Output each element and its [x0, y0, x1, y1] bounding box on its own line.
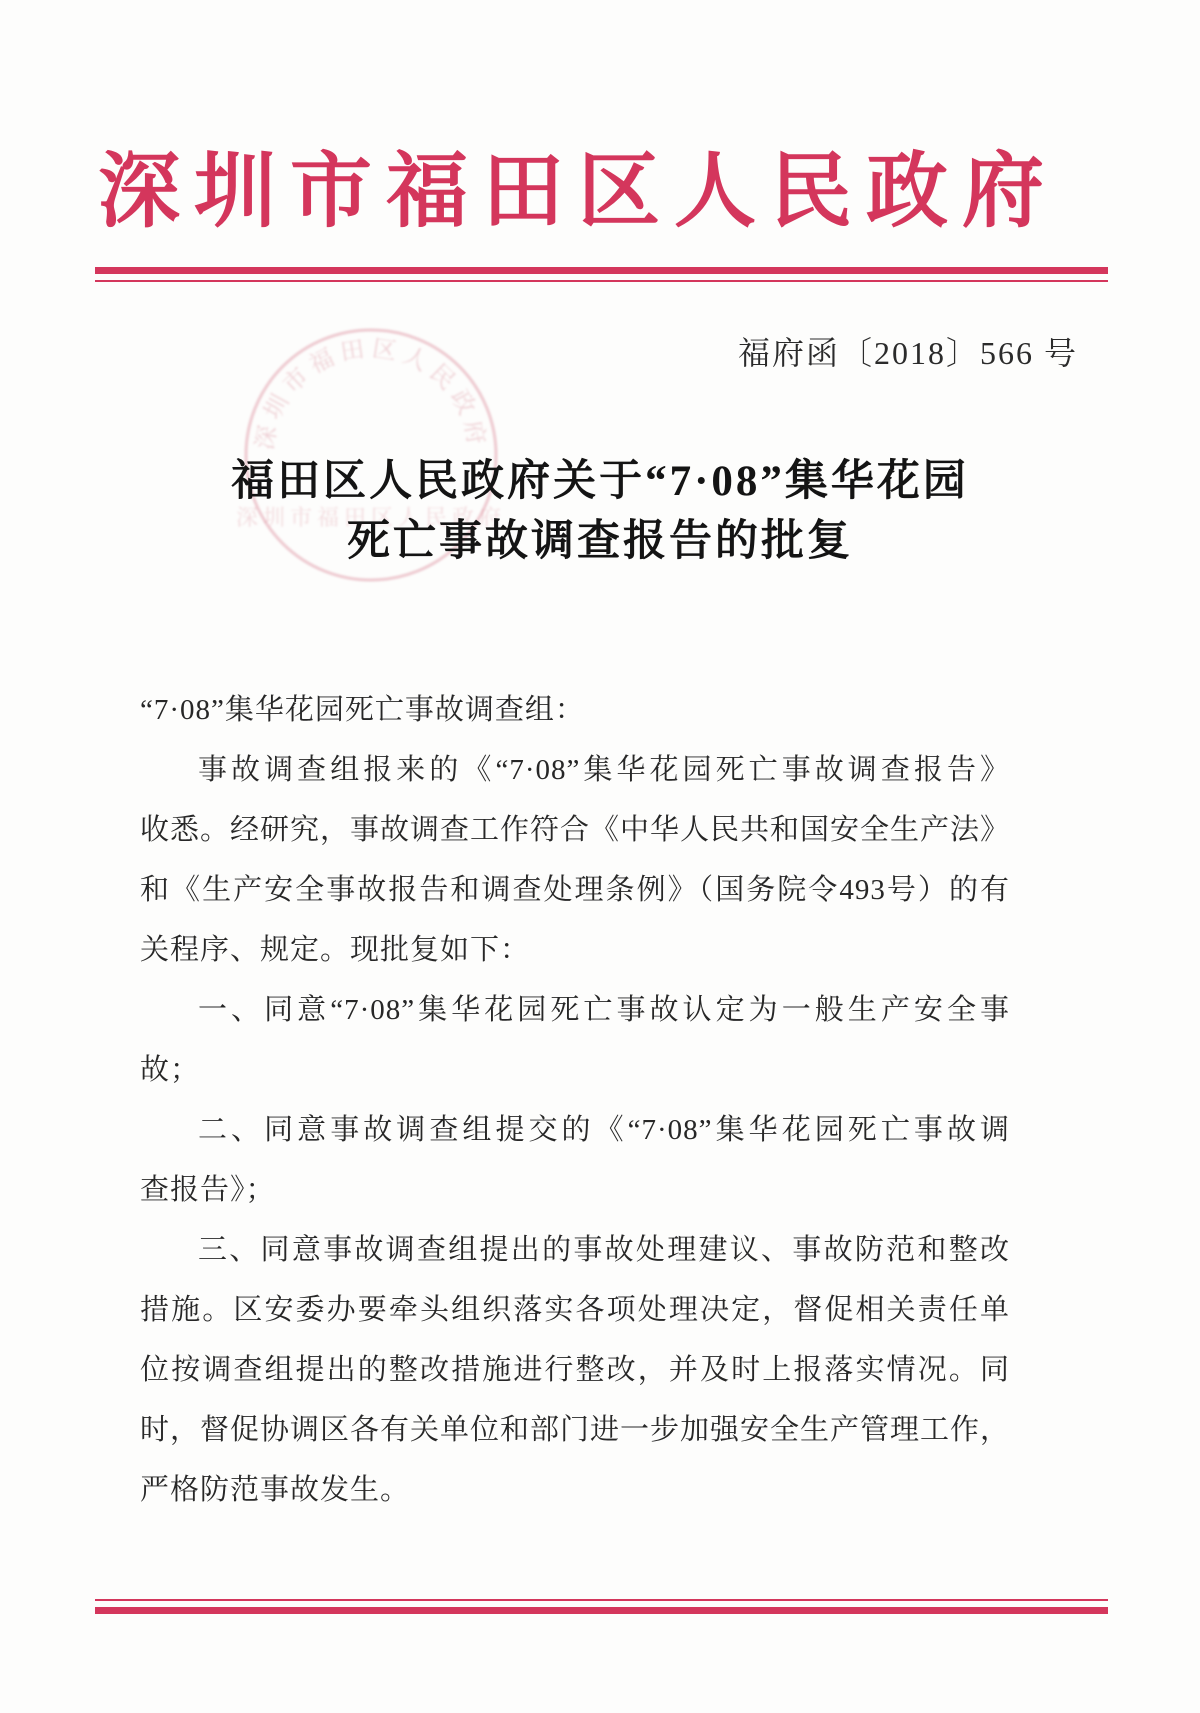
- document-title-line1: 福田区人民政府关于“7·08”集华花园: [231, 458, 969, 505]
- body-line: 事故调查组报来的《“7·08”集华花园死亡事故调查报告》: [198, 754, 1010, 786]
- body-line: 关程序、规定。现批复如下：: [140, 934, 531, 966]
- body-line: 故；: [140, 1054, 201, 1086]
- body-text: [140, 680, 1010, 1520]
- seal-row-text: 深圳市福田区人民政府: [235, 505, 507, 530]
- body-line: 一、同意“7·08”集华花园死亡事故认定为一般生产安全事: [198, 994, 1010, 1026]
- header-rule-thick: [95, 267, 1108, 274]
- body-line: 措施。区安委办要牵头组织落实各项处理决定，督促相关责任单: [140, 1294, 1010, 1326]
- agency-header-title: 深圳市福田区人民政府: [97, 146, 1058, 237]
- seal-arc-text: 深圳市福田区人民政府: [252, 336, 490, 453]
- document-title: [0, 452, 1200, 572]
- body-line: 二、同意事故调查组提交的《“7·08”集华花园死亡事故调: [198, 1114, 1010, 1146]
- doc-number: 福府函〔2018〕566 号: [737, 335, 1078, 371]
- footer-rule-thin: [95, 1599, 1108, 1601]
- body-line: 严格防范事故发生。: [140, 1474, 411, 1506]
- body-line: “7·08”集华花园死亡事故调查组：: [140, 694, 585, 726]
- footer-rule-thick: [95, 1607, 1108, 1614]
- body-line: 时，督促协调区各有关单位和部门进一步加强安全生产管理工作，: [140, 1414, 1011, 1446]
- body-line: 收悉。经研究，事故调查工作符合《中华人民共和国安全生产法》: [140, 814, 1011, 846]
- header-rule-thin: [95, 280, 1108, 282]
- body-line: 查报告》；: [140, 1174, 276, 1206]
- body-line: 和《生产安全事故报告和调查处理条例》（国务院令493号）的有: [140, 874, 1010, 906]
- document-title-line2: 死亡事故调查报告的批复: [347, 518, 853, 565]
- body-line: 位按调查组提出的整改措施进行整改，并及时上报落实情况。同: [140, 1354, 1010, 1386]
- body-line: 三、同意事故调查组提出的事故处理建议、事故防范和整改: [198, 1234, 1010, 1266]
